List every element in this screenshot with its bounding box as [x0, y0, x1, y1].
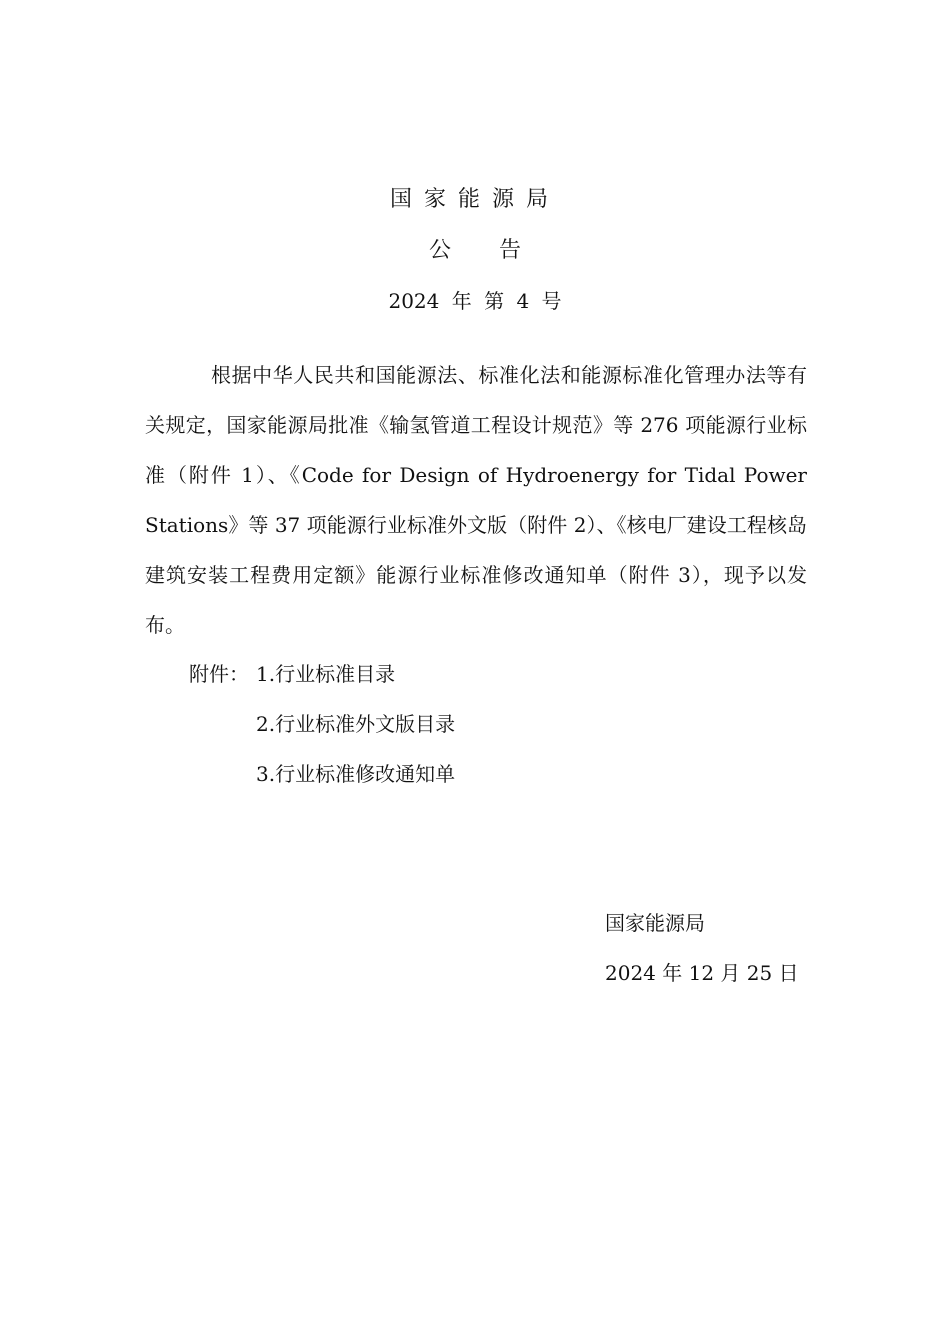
- issuing-organization: 国家能源局: [389, 187, 560, 212]
- attachments-label: 附件：: [189, 662, 249, 686]
- attachment-item-1: 1.行业标准目录: [256, 662, 396, 686]
- signature-organization: 国家能源局: [605, 911, 705, 935]
- attachment-item-2: 2.行业标准外文版目录: [256, 712, 456, 736]
- body-paragraph: 根据中华人民共和国能源法、标准化法和能源标准化管理办法等有关规定，国家能源局批准《输氢管道工程设计规范》等 276 项能源行业标准（附件 1）、《Code for Design of Hydroenergy for Tidal Power Stations》等 37 项能源行业标准外文版（附件 2）、《核电厂建设工程核岛建筑安装工程费用定额》能源行业标准修改通知单（附件 3），现予以发布。: [145, 363, 807, 637]
- notice-number: 2024 年 第 4 号: [388, 289, 562, 313]
- signature-date: 2024 年 12 月 25 日: [605, 961, 799, 985]
- notice-title: 公告: [428, 238, 569, 263]
- attachment-item-3: 3.行业标准修改通知单: [256, 762, 456, 786]
